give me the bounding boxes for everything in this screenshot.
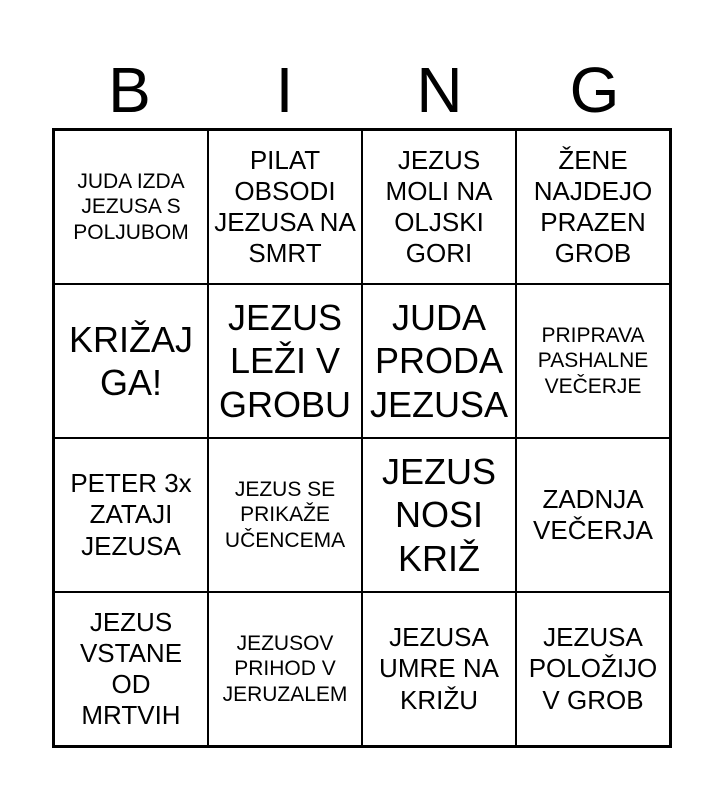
header-letter-n: N xyxy=(416,54,463,126)
bingo-cell[interactable] xyxy=(516,130,670,284)
bingo-cell[interactable] xyxy=(54,284,208,438)
bingo-cell[interactable] xyxy=(516,284,670,438)
cell-text: PETER 3x ZATAJI JEZUSA xyxy=(70,468,192,561)
bingo-cell[interactable] xyxy=(208,592,362,746)
bingo-header xyxy=(52,52,672,128)
bingo-cell[interactable] xyxy=(362,284,516,438)
bingo-cell[interactable] xyxy=(516,592,670,746)
cell-text: JEZUS VSTANE OD MRTVIH xyxy=(79,606,183,731)
bingo-cell[interactable] xyxy=(362,438,516,592)
cell-text: JEZUS MOLI NA OLJSKI GORI xyxy=(385,144,493,269)
cell-text: JEZUSA UMRE NA KRIŽU xyxy=(379,622,499,715)
cell-text: PRIPRAVA PASHALNE VEČERJE xyxy=(537,324,649,398)
cell-text: JUDA PRODA JEZUSA xyxy=(369,297,509,425)
cell-text: KRIŽAJ GA! xyxy=(68,318,193,403)
cell-text: JUDA IZDA JEZUSA S POLJUBOM xyxy=(73,170,189,244)
cell-text: JEZUSA POLOŽIJO V GROB xyxy=(528,622,658,715)
bingo-cell[interactable] xyxy=(208,130,362,284)
bingo-cell[interactable] xyxy=(54,130,208,284)
cell-text: JEZUS SE PRIKAŽE UČENCEMA xyxy=(224,478,346,552)
bingo-cell[interactable] xyxy=(362,130,516,284)
bingo-cell[interactable] xyxy=(54,438,208,592)
cell-text: JEZUS LEŽI V GROBU xyxy=(218,297,351,425)
header-letter-g: G xyxy=(569,54,620,126)
bingo-cell[interactable] xyxy=(208,284,362,438)
bingo-cell[interactable] xyxy=(54,592,208,746)
cell-text: ZADNJA VEČERJA xyxy=(533,483,653,545)
cell-text: PILAT OBSODI JEZUSA NA SMRT xyxy=(214,144,356,269)
bingo-board xyxy=(52,128,672,748)
header-letter-b: B xyxy=(108,54,151,126)
bingo-cell[interactable] xyxy=(516,438,670,592)
bingo-cell[interactable] xyxy=(208,438,362,592)
cell-text: ŽENE NAJDEJO PRAZEN GROB xyxy=(533,144,653,269)
cell-text: JEZUSOV PRIHOD V JERUZALEM xyxy=(222,632,348,706)
header-letter-i: I xyxy=(275,54,294,126)
cell-text: JEZUS NOSI KRIŽ xyxy=(381,451,496,579)
bingo-cell[interactable] xyxy=(362,592,516,746)
